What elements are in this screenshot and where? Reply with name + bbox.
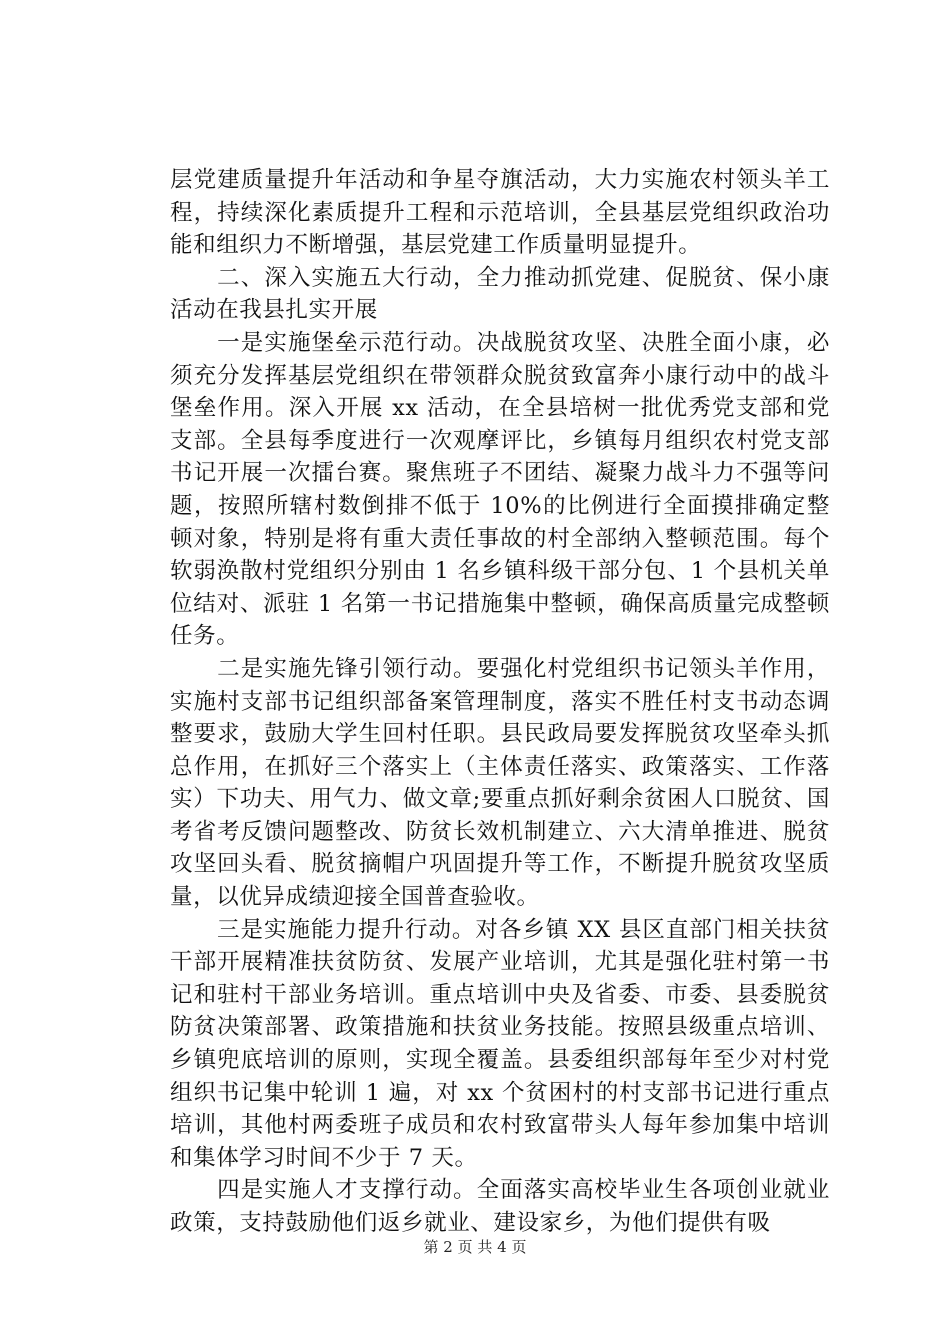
section-heading-two: 二、深入实施五大行动，全力推动抓党建、促脱贫、保小康活动在我县扎实开展: [170, 264, 830, 324]
document-body: [170, 164, 830, 1240]
page-number-footer: 第 2 页 共 4 页: [423, 1238, 527, 1256]
paragraph-talent-action: 四是实施人才支撑行动。全面落实高校毕业生各项创业就业政策，支持鼓励他们返乡就业、建设家乡，为他们提供有吸: [170, 1177, 830, 1236]
paragraph-pioneer-action: 二是实施先锋引领行动。要强化村党组织书记领头羊作用，实施村支部书记组织部备案管理制度，落实不胜任村支书动态调整要求，鼓励大学生回村任职。县民政局要发挥脱贫攻坚牵头抓总作用，在抓好三个落实上（主体责任落实、政策落实、工作落实）下功夫、用气力、做文章;要重点抓好剩余贫困人口脱贫、国考省考反馈问题整改、防贫长效机制建立、六大清单推进、脱贫攻坚回头看、脱贫摘帽户巩固提升等工作，不断提升脱贫攻坚质量，以优异成绩迎接全国普查验收。: [170, 655, 830, 911]
paragraph-capacity-action: 三是实施能力提升行动。对各乡镇 XX 县区直部门相关扶贫干部开展精准扶贫防贫、发展产业培训，尤其是强化驻村第一书记和驻村干部业务培训。重点培训中央及省委、市委、县委脱贫防贫决策部署、政策措施和扶贫业务技能。按照县级重点培训、乡镇兜底培训的原则，实现全覆盖。县委组织部每年至少对村党组织书记集中轮训 1 遍，对 xx 个贫困村的村支部书记进行重点培训，其他村两委班子成员和农村致富带头人每年参加集中培训和集体学习时间不少于 7 天。: [170, 916, 830, 1171]
paragraph-fortress-action: 一是实施堡垒示范行动。决战脱贫攻坚、决胜全面小康，必须充分发挥基层党组织在带领群众脱贫致富奔小康行动中的战斗堡垒作用。深入开展 xx 活动，在全县培树一批优秀党支部和党支部。全县每季度进行一次观摩评比，乡镇每月组织农村党支部书记开展一次擂台赛。聚焦班子不团结、凝聚力战斗力不强等问题，按照所辖村数倒排不低于 10%的比例进行全面摸排确定整顿对象，特别是将有重大责任事故的村全部纳入整顿范围。每个软弱涣散村党组织分别由 1 名乡镇科级干部分包、1 个县机关单位结对、派驻 1 名第一书记措施集中整顿，确保高质量完成整顿任务。: [170, 329, 830, 650]
paragraph-continuation: 层党建质量提升年活动和争星夺旗活动，大力实施农村领头羊工程，持续深化素质提升工程和示范培训，全县基层党组织政治功能和组织力不断增强，基层党建工作质量明显提升。: [170, 167, 830, 259]
